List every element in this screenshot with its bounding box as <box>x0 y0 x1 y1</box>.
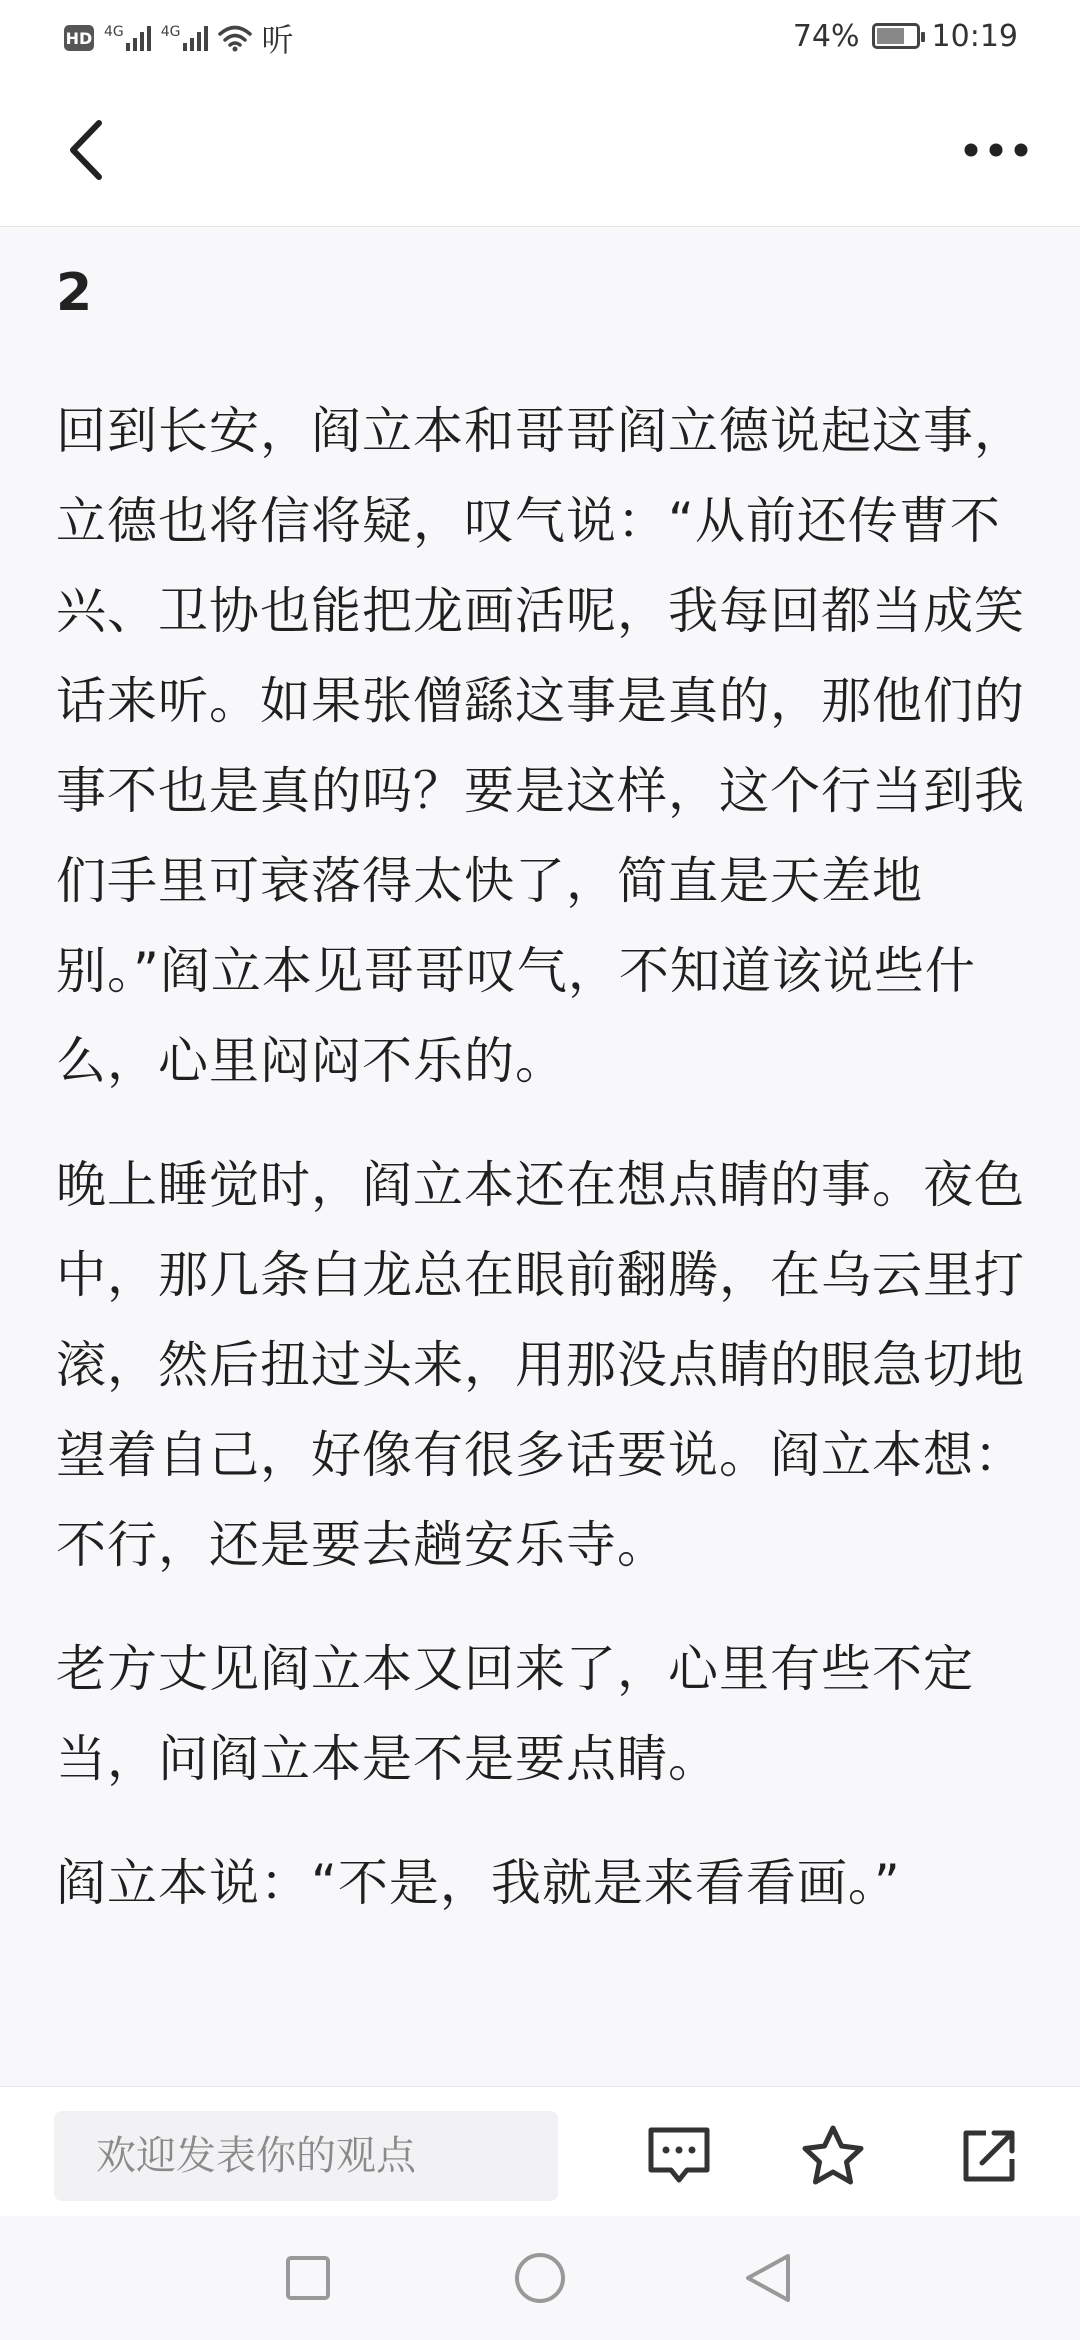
comment-button[interactable] <box>634 2111 724 2201</box>
square-icon <box>284 2254 332 2302</box>
share-button[interactable] <box>944 2111 1034 2201</box>
network-1-label: 4G <box>104 24 124 40</box>
circle-icon <box>513 2251 567 2305</box>
comment-bar <box>0 2086 1080 2217</box>
star-icon <box>800 2124 866 2188</box>
listen-indicator: 听 <box>261 21 294 59</box>
network-2-label: 4G <box>160 24 181 40</box>
recents-button[interactable] <box>272 2242 344 2314</box>
comment-input[interactable] <box>54 2111 558 2201</box>
triangle-back-icon <box>742 2251 794 2305</box>
system-nav-bar <box>0 2216 1080 2340</box>
back-nav-button[interactable] <box>732 2242 804 2314</box>
more-horizontal-icon <box>963 142 1029 158</box>
hd-badge: HD <box>64 25 94 51</box>
battery-icon <box>872 23 920 49</box>
status-left-group <box>64 18 294 58</box>
article-paragraph: 阎立本说：“不是，我就是来看看画。” <box>56 1854 901 1912</box>
battery-fill <box>877 28 905 44</box>
more-button[interactable] <box>956 112 1036 188</box>
clock-time: 10:19 <box>931 18 1018 54</box>
chevron-left-icon <box>65 119 105 181</box>
wifi-icon <box>218 24 252 52</box>
section-number: 2 <box>56 263 93 323</box>
battery-percent: 74% <box>792 18 860 54</box>
share-icon <box>960 2127 1018 2185</box>
home-button[interactable] <box>504 2242 576 2314</box>
status-right-group <box>793 16 1018 56</box>
favorite-button[interactable] <box>788 2111 878 2201</box>
signal-icon <box>183 25 208 51</box>
network-2 <box>161 25 208 51</box>
network-1 <box>104 25 151 51</box>
app-header <box>0 72 1080 227</box>
article-paragraph: 晚上睡觉时，阎立本还在想点睛的事。夜色中，那几条白龙总在眼前翻腾，在乌云里打滚，然后扭过头来，用那没点睛的眼急切地望着自己，好像有很多话要说。阎立本想：不行，还是要去趟安乐寺。 <box>56 1156 1025 1574</box>
article-content[interactable] <box>56 226 1026 2086</box>
signal-icon <box>126 25 151 51</box>
article-paragraph: 老方丈见阎立本又回来了，心里有些不定当，问阎立本是不是要点睛。 <box>56 1640 974 1788</box>
status-bar <box>0 0 1080 72</box>
back-button[interactable] <box>50 112 120 188</box>
comment-icon <box>647 2126 711 2186</box>
article-paragraph: 回到长安，阎立本和哥哥阎立德说起这事，立德也将信将疑，叹气说：“从前还传曹不兴、卫协也能把龙画活呢，我每回都当成笑话来听。如果张僧繇这事是真的，那他们的事不也是真的吗？要是这样，这个行当到我们手里可衰落得太快了，简直是天差地别。”阎立本见哥哥叹气，不知道该说些什么，心里闷闷不乐的。 <box>56 402 1025 1090</box>
